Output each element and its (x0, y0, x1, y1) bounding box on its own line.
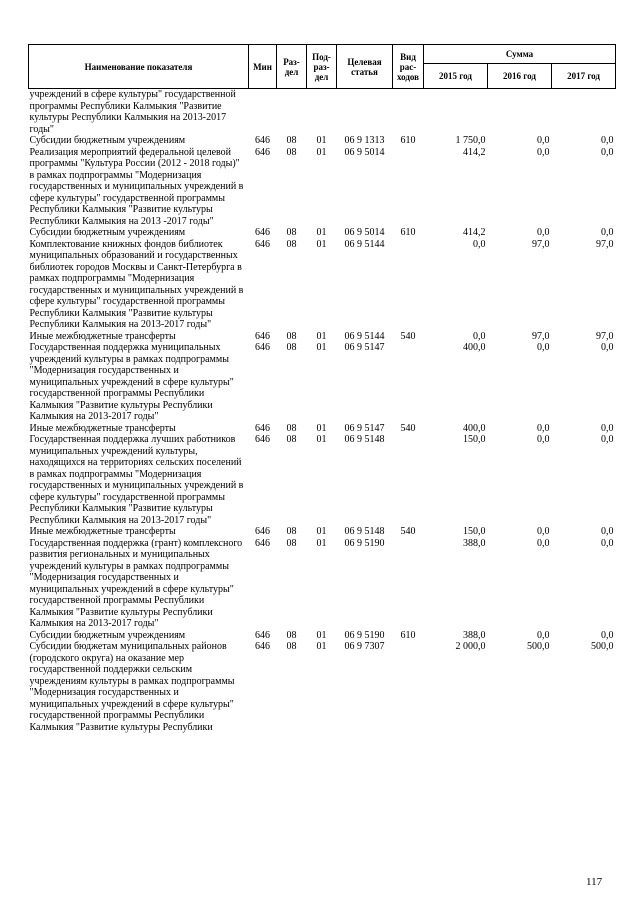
row-podrazdel: 01 (316, 526, 327, 537)
row-sum-2015: 150,0 (463, 434, 486, 445)
row-podrazdel: 01 (316, 629, 327, 641)
row-target-article: 06 9 5148 (344, 526, 385, 537)
row-expense-type (393, 434, 424, 526)
row-sum-2015: 0,0 (473, 238, 486, 250)
table-row (29, 538, 616, 630)
table-row (29, 147, 616, 228)
row-razdel: 08 (286, 330, 297, 342)
row-sum-2017: 0,0 (601, 526, 614, 537)
row-razdel: 08 (286, 526, 297, 537)
row-sum-2015: 388,0 (463, 629, 486, 641)
row-sum-2016: 0,0 (537, 227, 550, 238)
row-name: Субсидии бюджетам муниципальных районов (городского округа) на оказание мер государственной поддержки сельским учреждениям культуры в рамках подпрограммы "Модернизация государственных и муниципальных учреждений в сфере культуры" государственной программы Республики Калмыкия "Развитие культуры Республики (29, 641, 235, 733)
row-sum-2015: 400,0 (463, 422, 486, 434)
header-podrazdel: Под- раз- дел (307, 45, 337, 89)
table-row (29, 135, 616, 147)
table-row (29, 526, 616, 538)
row-razdel (277, 89, 307, 136)
row-podrazdel: 01 (316, 146, 327, 158)
row-sum-2016: 0,0 (537, 422, 550, 434)
row-min: 646 (255, 641, 270, 652)
header-vid: Вид рас- ходов (393, 45, 424, 89)
row-min: 646 (255, 330, 270, 342)
row-target-article (337, 89, 393, 136)
header-name: Наименование показателя (29, 45, 249, 89)
row-sum-2015: 1 750,0 (455, 135, 486, 146)
table-row (29, 630, 616, 642)
row-sum-2016 (488, 89, 552, 136)
row-sum-2015: 0,0 (473, 330, 486, 342)
row-target-article: 06 9 5144 (344, 238, 385, 250)
row-sum-2016: 0,0 (537, 629, 550, 641)
row-expense-type (393, 342, 424, 423)
table-row (29, 342, 616, 423)
row-min: 646 (255, 227, 270, 238)
row-name: учреждений в сфере культуры" государственной программы Республики Калмыкия "Развитие культуры Республики Калмыкия на 2013-2017 годы" (29, 89, 236, 135)
row-podrazdel: 01 (316, 227, 327, 238)
table-row (29, 423, 616, 435)
row-target-article: 06 9 5147 (344, 342, 385, 353)
row-min: 646 (255, 537, 270, 549)
row-sum-2016: 0,0 (537, 434, 550, 445)
row-target-article: 06 9 5190 (344, 537, 385, 549)
row-min: 646 (255, 135, 270, 146)
table-header (29, 45, 616, 89)
row-target-article: 06 9 7307 (344, 641, 385, 652)
row-sum-2015: 2 000,0 (455, 641, 486, 652)
row-target-article: 06 9 5148 (344, 434, 385, 445)
row-min: 646 (255, 629, 270, 641)
header-min: Мин (249, 45, 277, 89)
row-razdel: 08 (286, 227, 297, 238)
table-row (29, 434, 616, 526)
row-sum-2017: 97,0 (596, 330, 614, 342)
header-2015: 2015 год (424, 64, 488, 89)
row-expense-type (393, 641, 424, 733)
row-razdel: 08 (286, 238, 297, 250)
row-sum-2017: 500,0 (591, 641, 614, 652)
table-row (29, 89, 616, 136)
row-sum-2016: 97,0 (532, 330, 550, 342)
row-podrazdel: 01 (316, 330, 327, 342)
row-sum-2017: 0,0 (601, 146, 614, 158)
row-sum-2016: 0,0 (537, 526, 550, 537)
row-name: Субсидии бюджетным учреждениям (29, 135, 186, 146)
row-sum-2017: 97,0 (596, 238, 614, 250)
row-expense-type (393, 239, 424, 331)
row-sum-2015: 388,0 (463, 537, 486, 549)
page-number: 117 (586, 876, 603, 888)
row-sum-2017: 0,0 (601, 537, 614, 549)
row-name: Субсидии бюджетным учреждениям (29, 227, 186, 238)
row-sum-2017: 0,0 (601, 342, 614, 353)
row-target-article: 06 9 5014 (344, 146, 385, 158)
row-min: 646 (255, 146, 270, 158)
row-target-article: 06 9 5144 (344, 330, 385, 342)
row-podrazdel: 01 (316, 238, 327, 250)
row-sum-2017: 0,0 (601, 135, 614, 146)
row-razdel: 08 (286, 641, 297, 652)
header-2016: 2016 год (488, 64, 552, 89)
row-name: Государственная поддержка муниципальных учреждений культуры в рамках подпрограммы "Модернизация государственных и муниципальных учреждений в сфере культуры" государственной программы Республики Калмыкия "Развитие культуры Республики Калмыкия на 2013-2017 годы" (29, 342, 234, 422)
row-sum-2016: 0,0 (537, 342, 550, 353)
row-sum-2017: 0,0 (601, 227, 614, 238)
table-row (29, 641, 616, 733)
row-name: Комплектование книжных фондов библиотек муниципальных образований и государственных библиотек городов Москвы и Санкт-Петербурга в рамках подпрограммы "Модернизация государственных и муниципальных учреждений в сфере культуры" государственной программы Республики Калмыкия "Развитие культуры Республики Калмыкия на 2013-2017 годы" (29, 238, 244, 330)
row-sum-2017: 0,0 (601, 434, 614, 445)
row-sum-2015: 414,2 (463, 146, 486, 158)
row-target-article: 06 9 1313 (344, 135, 385, 146)
table-row (29, 331, 616, 343)
row-podrazdel: 01 (316, 537, 327, 549)
row-sum-2016: 97,0 (532, 238, 550, 250)
header-2017: 2017 год (552, 64, 616, 89)
row-name: Иные межбюджетные трансферты (29, 526, 176, 537)
row-expense-type: 540 (400, 330, 416, 342)
row-name: Иные межбюджетные трансферты (29, 422, 176, 434)
budget-table (28, 44, 616, 733)
row-sum-2015: 400,0 (463, 342, 486, 353)
row-target-article: 06 9 5190 (344, 629, 385, 641)
row-expense-type (393, 147, 424, 228)
row-sum-2015: 150,0 (463, 526, 486, 537)
row-podrazdel: 01 (316, 422, 327, 434)
row-expense-type (393, 538, 424, 630)
row-expense-type (393, 89, 424, 136)
row-podrazdel: 01 (316, 641, 327, 652)
row-min: 646 (255, 238, 270, 250)
table-body (29, 89, 616, 734)
header-razdel: Раз- дел (277, 45, 307, 89)
row-name: Реализация мероприятий федеральной целевой программы "Культура России (2012 - 2018 годы)" в рамках подпрограммы "Модернизация государственных и муниципальных учреждений в сфере культуры" государственной программы Республики Калмыкия "Развитие культуры Республики Калмыкия на 2013 -2017 годы" (29, 146, 244, 227)
row-expense-type: 540 (400, 526, 416, 537)
row-sum-2016: 500,0 (527, 641, 550, 652)
row-razdel: 08 (286, 434, 297, 445)
row-min: 646 (255, 434, 270, 445)
row-sum-2016: 0,0 (537, 537, 550, 549)
budget-table-page (28, 44, 615, 733)
row-razdel: 08 (286, 146, 297, 158)
row-name: Государственная поддержка лучших работников муниципальных учреждений культуры, находящихся на территориях сельских поселений в рамках подпрограммы "Модернизация государственных и муниципальных учреждений в сфере культуры" государственной программы Республики Калмыкия "Развитие культуры Республики Калмыкия на 2013-2017 годы" (29, 434, 244, 526)
row-expense-type: 610 (400, 135, 416, 146)
row-min (249, 89, 277, 136)
table-row (29, 227, 616, 239)
row-sum-2016: 0,0 (537, 146, 550, 158)
row-min: 646 (255, 342, 270, 353)
row-sum-2015 (424, 89, 488, 136)
row-sum-2017: 0,0 (601, 422, 614, 434)
row-name: Субсидии бюджетным учреждениям (29, 629, 186, 641)
row-expense-type: 540 (400, 422, 416, 434)
row-sum-2017: 0,0 (601, 629, 614, 641)
row-name: Иные межбюджетные трансферты (29, 330, 176, 342)
header-statya: Целевая статья (337, 45, 393, 89)
row-podrazdel: 01 (316, 135, 327, 146)
header-summa: Сумма (424, 45, 616, 64)
row-razdel: 08 (286, 342, 297, 353)
row-sum-2015: 414,2 (463, 227, 486, 238)
row-expense-type: 610 (400, 227, 416, 238)
row-name: Государственная поддержка (грант) комплексного развития региональных и муниципальных учреждений культуры в рамках подпрограммы "Модернизация государственных и муниципальных учреждений в сфере культуры" государственной программы Республики Калмыкия "Развитие культуры Республики Калмыкия на 2013-2017 годы" (29, 537, 243, 629)
row-expense-type: 610 (400, 629, 416, 641)
row-sum-2017 (552, 89, 616, 136)
row-razdel: 08 (286, 537, 297, 549)
row-min: 646 (255, 526, 270, 537)
row-razdel: 08 (286, 422, 297, 434)
row-sum-2016: 0,0 (537, 135, 550, 146)
row-razdel: 08 (286, 629, 297, 641)
table-row (29, 239, 616, 331)
row-podrazdel: 01 (316, 342, 327, 353)
row-razdel: 08 (286, 135, 297, 146)
row-target-article: 06 9 5147 (344, 422, 385, 434)
row-min: 646 (255, 422, 270, 434)
row-target-article: 06 9 5014 (344, 227, 385, 238)
row-podrazdel (307, 89, 337, 136)
row-podrazdel: 01 (316, 434, 327, 445)
